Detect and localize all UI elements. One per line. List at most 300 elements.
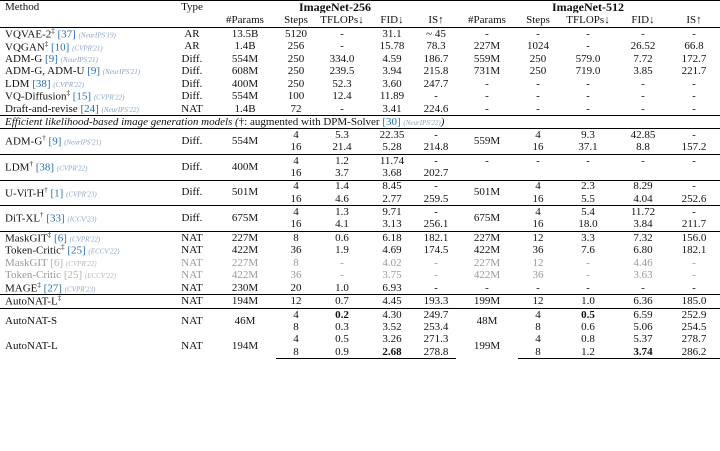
tflops-256-cell: - <box>340 269 344 282</box>
venue-label: (NeurIPS'21) <box>64 139 102 148</box>
table-row <box>0 90 720 103</box>
is-512-cell: - <box>692 77 696 90</box>
method-cell <box>0 334 170 359</box>
steps-256-cell: 256 <box>287 40 305 53</box>
params-256-cell: 230M <box>231 281 259 294</box>
fid-512-cell: 11.72 <box>618 206 668 219</box>
method-marker: † <box>40 211 44 220</box>
params-256-cell: 608M <box>231 65 259 78</box>
params-512-cell: 501M <box>456 180 518 206</box>
params-256-cell: 554M <box>231 53 259 65</box>
steps-256-cell: 4 <box>276 180 316 193</box>
tflops-512-cell: 1.0 <box>558 295 618 309</box>
is-512-cell: 211.7 <box>681 218 707 231</box>
is-256-cell: - <box>416 206 456 219</box>
type-cell: Diff. <box>170 180 214 206</box>
is-256-cell: - <box>416 180 456 193</box>
table-row <box>0 41 720 54</box>
citation-link[interactable]: [9] <box>45 53 58 65</box>
fid-256-cell: 3.94 <box>382 65 402 78</box>
fid-256-cell: 3.26 <box>382 333 402 346</box>
is-512-cell: 172.7 <box>681 53 707 65</box>
method-name: LDM <box>5 77 30 90</box>
method-name: LDM <box>5 161 30 174</box>
params-256-cell: 194M <box>231 339 259 352</box>
citation-link[interactable]: [25] <box>67 245 86 258</box>
is-256-cell: 186.7 <box>423 53 449 65</box>
group-imagenet-256: ImageNet-256 <box>214 1 456 14</box>
fid-512-cell: 8.8 <box>636 141 650 154</box>
method-marker: ‡ <box>57 294 62 303</box>
fid-256-cell: 15.78 <box>379 40 405 53</box>
params-512-cell: 422M <box>473 244 501 257</box>
venue-label: (CVPR'22) <box>65 259 97 268</box>
fid-256-cell: 4.45 <box>368 295 416 309</box>
method-cell <box>0 53 170 65</box>
tflops-512-cell: 0.6 <box>581 321 595 333</box>
fid-512-cell: 3.63 <box>633 269 653 282</box>
steps-512-cell: 250 <box>529 65 547 78</box>
col-fid-256: FID↓ <box>368 13 416 28</box>
steps-256-cell: 4 <box>276 155 316 168</box>
fid-256-cell: 4.02 <box>382 257 402 269</box>
steps-256-cell: 4 <box>276 206 316 219</box>
tflops-512-cell: - <box>586 40 590 53</box>
is-256-cell: 214.8 <box>423 141 449 154</box>
steps-512-cell: 16 <box>532 192 544 205</box>
section-note: Efficient likelihood-based image generation models (†: augmented with DPM-Solver [30] (NeurIPS'22)) <box>0 116 720 129</box>
table-row <box>0 257 720 269</box>
tflops-256-cell: 1.0 <box>335 281 349 294</box>
fid-512-cell: 5.06 <box>633 321 653 333</box>
tflops-512-cell: 1.2 <box>558 346 618 359</box>
note-prefix: Efficient likelihood-based image generation models <box>5 115 233 128</box>
method-marker: ‡ <box>37 281 41 289</box>
steps-512-cell <box>518 167 558 180</box>
method-name: VQ-Diffusion <box>5 90 67 103</box>
method-name: MAGE <box>5 282 38 295</box>
fid-256-cell: 2.77 <box>382 192 402 205</box>
note-rest: : augmented with DPM-Solver <box>244 115 383 128</box>
venue-label: (CVPR'22) <box>69 235 101 244</box>
table-row <box>0 244 720 257</box>
method-name: AutoNAT-L <box>5 296 58 309</box>
type-cell: Diff. <box>181 77 203 90</box>
tflops-512-cell: - <box>586 90 590 103</box>
col-tflops-512: TFLOPs↓ <box>558 13 618 28</box>
tflops-256-cell: 0.9 <box>316 346 368 359</box>
steps-256-cell: 4 <box>276 129 316 142</box>
steps-512-cell: 12 <box>532 257 544 269</box>
fid-256-cell: 2.68 <box>368 346 416 359</box>
table-row <box>0 269 720 281</box>
steps-256-cell: 16 <box>290 192 302 205</box>
is-512-cell <box>668 167 720 180</box>
params-256-cell: 227M <box>231 257 259 269</box>
params-512-cell <box>456 167 518 180</box>
method-cell <box>0 66 170 78</box>
params-512-cell: 422M <box>473 269 501 282</box>
venue-label: (CVPR'22) <box>56 164 88 173</box>
fid-512-cell: 3.74 <box>618 346 668 359</box>
tflops-512-cell: - <box>586 102 590 115</box>
fid-512-cell <box>618 167 668 180</box>
method-marker: ‡ <box>44 40 49 48</box>
type-cell: NAT <box>181 257 203 269</box>
steps-256-cell: 4 <box>276 309 316 322</box>
type-cell: NAT <box>170 295 214 309</box>
col-steps-512: Steps <box>518 13 558 28</box>
type-cell: Diff. <box>170 129 214 155</box>
tflops-512-cell: 0.5 <box>558 309 618 322</box>
fid-256-cell: 31.1 <box>382 27 402 40</box>
steps-256-cell: 4 <box>293 333 299 346</box>
citation-link[interactable]: [37] <box>57 28 76 41</box>
method-cell <box>0 103 170 116</box>
note-citation[interactable]: [30] <box>382 115 401 128</box>
section-note-row <box>0 116 720 129</box>
method-name: ADM-G, ADM-U <box>5 65 85 78</box>
steps-512-cell: 4 <box>518 129 558 142</box>
steps-512-cell: - <box>518 155 558 168</box>
is-512-cell: - <box>692 281 696 294</box>
table-row <box>0 129 720 142</box>
params-512-cell: - <box>485 102 489 115</box>
citation-link[interactable]: [10] <box>50 41 70 54</box>
fid-512-cell: 42.85 <box>618 129 668 142</box>
method-marker: ‡ <box>61 244 65 252</box>
type-cell: AR <box>184 40 200 53</box>
method-cell <box>0 155 170 181</box>
is-512-cell: - <box>692 269 696 282</box>
is-256-cell: 249.7 <box>416 309 456 322</box>
tflops-256-cell: 1.3 <box>316 206 368 219</box>
fid-512-cell: 7.32 <box>618 231 668 244</box>
tflops-256-cell: 334.0 <box>329 53 355 65</box>
params-512-cell: 559M <box>456 129 518 155</box>
is-512-cell: 157.2 <box>681 141 707 154</box>
citation-link[interactable]: [38] <box>35 161 55 174</box>
steps-512-cell: 4 <box>518 180 558 193</box>
citation-link[interactable]: [6] <box>54 232 67 245</box>
params-512-cell: 227M <box>473 257 501 269</box>
method-name: Token-Critic <box>5 269 62 282</box>
method-marker: † <box>42 134 46 143</box>
table-row <box>0 28 720 41</box>
tflops-512-cell: - <box>586 27 590 40</box>
method-cell <box>0 206 170 232</box>
is-512-cell: - <box>692 27 696 40</box>
method-marker: † <box>29 160 33 169</box>
venue-label: (CVPR'21) <box>72 44 103 53</box>
fid-256-cell: 6.18 <box>368 231 416 244</box>
tflops-256-cell: 1.2 <box>316 155 368 168</box>
type-cell: Diff. <box>170 206 214 232</box>
params-512-cell: - <box>456 155 518 168</box>
method-marker: † <box>44 185 48 194</box>
params-256-cell: 501M <box>214 180 276 206</box>
params-512-cell: 559M <box>473 53 501 65</box>
is-256-cell: 253.4 <box>423 321 449 333</box>
steps-512-cell: 8 <box>518 346 558 359</box>
citation-link[interactable]: [38] <box>32 77 51 90</box>
steps-256-cell: 8 <box>293 257 299 269</box>
tflops-256-cell: - <box>340 27 344 40</box>
is-256-cell: 202.7 <box>423 167 449 179</box>
tflops-512-cell: 5.4 <box>558 206 618 219</box>
method-name: VQVAE-2 <box>5 28 52 41</box>
method-name: AutoNAT-L <box>5 339 58 352</box>
steps-256-cell: 16 <box>290 141 302 154</box>
fid-512-cell: - <box>618 155 668 168</box>
tflops-256-cell: 239.5 <box>329 65 355 78</box>
type-cell: Diff. <box>170 155 214 181</box>
is-512-cell: 221.7 <box>681 65 707 78</box>
is-512-cell: 185.0 <box>668 295 720 309</box>
is-256-cell: 247.7 <box>423 77 449 90</box>
tflops-256-cell: 4.1 <box>335 218 349 231</box>
fid-512-cell: - <box>641 281 645 294</box>
method-cell <box>0 244 170 257</box>
table-row <box>0 155 720 168</box>
fid-256-cell: 3.41 <box>382 102 402 115</box>
method-cell <box>0 78 170 90</box>
is-256-cell: ~ 45 <box>426 27 446 40</box>
type-cell: NAT <box>181 102 203 115</box>
venue-label: (CVPR'22) <box>93 93 125 102</box>
steps-512-cell: 16 <box>532 141 544 154</box>
params-256-cell: 400M <box>231 77 259 90</box>
method-cell <box>0 309 170 334</box>
tflops-512-cell: - <box>586 257 590 269</box>
params-256-cell: 194M <box>214 295 276 309</box>
is-512-cell: - <box>692 257 696 269</box>
steps-512-cell: - <box>536 281 540 294</box>
is-512-cell: 66.8 <box>684 40 704 53</box>
is-512-cell: 286.2 <box>668 346 720 359</box>
params-512-cell: - <box>485 281 489 294</box>
fid-512-cell: 3.84 <box>633 218 653 231</box>
tflops-256-cell: 3.7 <box>335 167 349 179</box>
table-row <box>0 78 720 90</box>
method-cell <box>0 28 170 41</box>
tflops-512-cell: 9.3 <box>558 129 618 142</box>
steps-512-cell: - <box>536 90 540 103</box>
fid-512-cell: - <box>641 90 645 103</box>
venue-label: (NeurIPS'21) <box>102 68 141 77</box>
venue-label: (NeurIPS'21) <box>60 55 98 64</box>
fid-256-cell: 3.60 <box>382 77 402 90</box>
fid-512-cell: 6.80 <box>633 244 653 257</box>
col-type: Type <box>170 1 214 14</box>
tflops-256-cell: - <box>340 40 344 53</box>
is-256-cell: - <box>434 90 438 103</box>
is-512-cell: 156.0 <box>668 231 720 244</box>
venue-label: (NeurIPS'19) <box>78 31 116 40</box>
steps-512-cell: 8 <box>535 321 541 333</box>
method-name: AutoNAT-S <box>5 314 58 327</box>
tflops-512-cell: 7.6 <box>581 244 595 257</box>
steps-512-cell: 12 <box>518 231 558 244</box>
col-is-256: IS↑ <box>416 13 456 28</box>
fid-256-cell: 22.35 <box>368 129 416 142</box>
citation-link[interactable]: [15] <box>72 90 92 103</box>
col-fid-512: FID↓ <box>618 13 668 28</box>
is-512-cell: - <box>668 180 720 193</box>
method-cell <box>0 90 170 103</box>
is-256-cell: 215.8 <box>423 65 449 78</box>
type-cell: NAT <box>181 281 203 294</box>
method-name: U-ViT-H <box>5 187 45 200</box>
steps-256-cell: 250 <box>287 77 305 90</box>
type-cell: NAT <box>170 231 214 244</box>
steps-512-cell: 12 <box>518 295 558 309</box>
citation-link[interactable]: [24] <box>80 102 99 115</box>
table-row <box>0 180 720 193</box>
params-256-cell: 554M <box>231 90 259 103</box>
tflops-256-cell: 1.4 <box>316 180 368 193</box>
tflops-256-cell: 1.9 <box>335 244 349 257</box>
steps-512-cell: 250 <box>529 53 547 65</box>
fid-512-cell: - <box>641 27 645 40</box>
fid-256-cell: 3.52 <box>382 321 402 333</box>
method-cell <box>0 269 170 281</box>
citation-link[interactable]: [1] <box>50 187 64 200</box>
is-256-cell: 259.5 <box>423 192 449 205</box>
citation-link[interactable]: [33] <box>46 212 65 225</box>
steps-256-cell: 8 <box>276 346 316 359</box>
fid-256-cell: 11.89 <box>379 90 405 103</box>
method-name: ADM-G <box>5 136 43 149</box>
steps-512-cell: 4 <box>535 333 541 346</box>
venue-label: (CVPR'23) <box>66 190 97 199</box>
steps-512-cell: 4 <box>518 206 558 219</box>
tflops-256-cell: 12.4 <box>332 90 352 103</box>
steps-512-cell: 4 <box>518 309 558 322</box>
type-cell: AR <box>184 27 200 40</box>
tflops-512-cell: 18.0 <box>578 218 598 231</box>
citation-link[interactable]: [9] <box>48 136 62 149</box>
steps-256-cell: 16 <box>290 167 302 179</box>
fid-256-cell: 11.74 <box>368 155 416 168</box>
type-cell: Diff. <box>181 90 203 103</box>
col-method: Method <box>0 1 170 14</box>
fid-256-cell: 9.71 <box>368 206 416 219</box>
fid-256-cell: 4.69 <box>382 244 402 257</box>
tflops-256-cell: 52.3 <box>332 77 352 90</box>
is-256-cell: 224.6 <box>423 102 449 115</box>
table-row <box>0 103 720 116</box>
steps-256-cell: 100 <box>287 90 305 103</box>
params-256-cell: 554M <box>214 129 276 155</box>
venue-label: (ICCV'23) <box>67 215 97 224</box>
is-512-cell: - <box>668 129 720 142</box>
method-name: MaskGIT <box>5 232 48 245</box>
is-256-cell: 174.5 <box>423 244 449 257</box>
method-marker: ‡ <box>51 27 55 35</box>
venue-label: (CVPR'23) <box>64 285 96 294</box>
type-cell: NAT <box>181 339 203 352</box>
table-row <box>0 309 720 322</box>
venue-label: (ECCV'22) <box>84 272 116 281</box>
tflops-512-cell <box>558 167 618 180</box>
steps-256-cell: 20 <box>290 281 302 294</box>
fid-512-cell: 5.37 <box>633 333 653 346</box>
params-512-cell: 731M <box>473 65 501 78</box>
params-256-cell: 675M <box>214 206 276 232</box>
is-256-cell: 78.3 <box>426 40 446 53</box>
citation-link[interactable]: [27] <box>43 282 62 295</box>
method-cell <box>0 180 170 206</box>
citation-link[interactable]: [25] <box>63 269 83 282</box>
is-256-cell: 278.8 <box>416 346 456 359</box>
col-steps-256: Steps <box>276 13 316 28</box>
fid-512-cell: 8.29 <box>618 180 668 193</box>
citation-link[interactable]: [9] <box>87 65 101 78</box>
steps-256-cell: 72 <box>290 102 302 115</box>
tflops-256-cell: 0.2 <box>316 309 368 322</box>
citation-link[interactable]: [6] <box>50 257 64 269</box>
method-name: DiT-XL <box>5 212 41 225</box>
tflops-512-cell: 579.0 <box>575 53 601 65</box>
col-params-512: #Params <box>456 13 518 28</box>
is-256-cell: - <box>434 269 438 282</box>
params-512-cell: 675M <box>456 206 518 232</box>
method-cell <box>0 282 170 295</box>
is-512-cell: - <box>668 155 720 168</box>
fid-512-cell: 4.04 <box>633 192 653 205</box>
params-512-cell: 199M <box>473 339 501 352</box>
tflops-512-cell: - <box>586 281 590 294</box>
steps-256-cell: 5120 <box>285 27 307 40</box>
steps-256-cell: 8 <box>276 231 316 244</box>
method-name: Draft-and-revise <box>5 102 78 115</box>
is-256-cell: 271.3 <box>423 333 449 346</box>
params-256-cell: 1.4B <box>234 40 256 53</box>
note-mark: † <box>238 115 245 128</box>
fid-512-cell: 4.46 <box>633 257 653 269</box>
method-cell <box>0 257 170 269</box>
steps-512-cell: 36 <box>532 269 544 282</box>
params-512-cell: - <box>485 90 489 103</box>
col-params-256: #Params <box>214 13 276 28</box>
params-256-cell: 422M <box>231 244 259 257</box>
is-256-cell: - <box>434 281 438 294</box>
params-256-cell: 13.5B <box>231 27 259 40</box>
params-256-cell: 422M <box>231 269 259 282</box>
method-name: ADM-G <box>5 53 43 65</box>
tflops-256-cell: 0.3 <box>335 321 349 333</box>
fid-512-cell: 6.36 <box>618 295 668 309</box>
steps-256-cell: 16 <box>290 218 302 231</box>
steps-512-cell: - <box>536 77 540 90</box>
type-cell: NAT <box>181 244 203 257</box>
tflops-512-cell: 719.0 <box>575 65 601 78</box>
col-is-512: IS↑ <box>668 13 720 28</box>
steps-512-cell: - <box>536 27 540 40</box>
venue-label: (NeurIPS'22) <box>101 105 139 114</box>
fid-256-cell: 4.30 <box>368 309 416 322</box>
fid-512-cell: - <box>641 77 645 90</box>
table-row <box>0 53 720 65</box>
tflops-256-cell: 4.6 <box>335 192 349 205</box>
fid-256-cell: 4.59 <box>382 53 402 65</box>
type-cell: Diff. <box>181 53 203 65</box>
method-marker: ‡ <box>66 90 71 98</box>
fid-512-cell: 3.85 <box>633 65 653 78</box>
is-512-cell: - <box>692 102 696 115</box>
tflops-256-cell: 0.6 <box>316 231 368 244</box>
